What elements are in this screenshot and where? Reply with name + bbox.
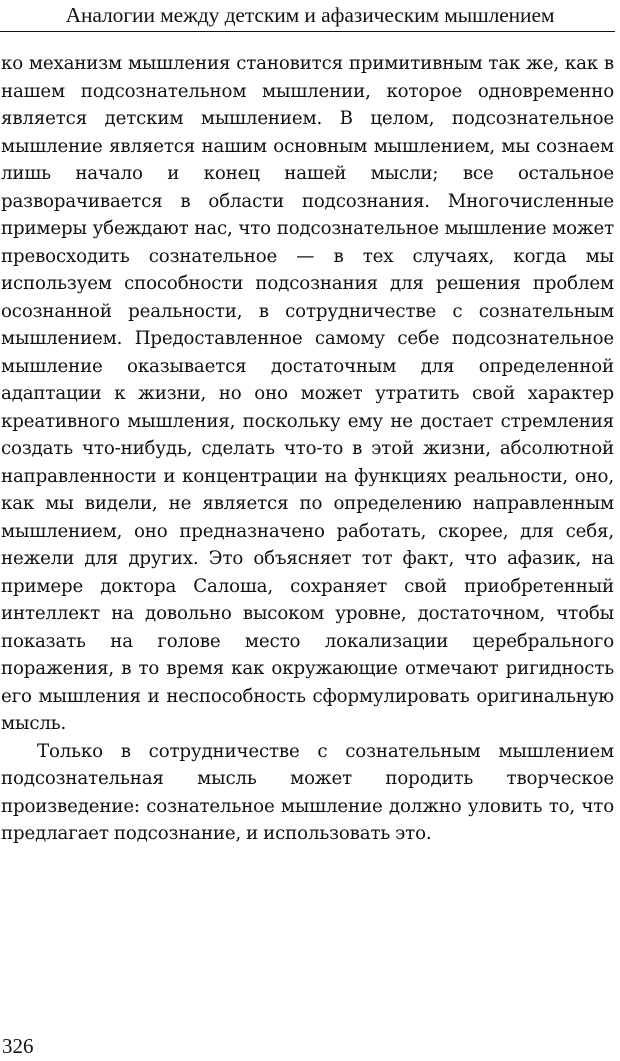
paragraph-1: ко механизм мышления становится примитивным так же, как в нашем подсознательном мышлении, которое одновременно является детским мышлением. В целом, подсознательное мышление является нашим основным мышлением, мы сознаем лишь начало и конец нашей мысли; все остальное разворачивается в области подсознания. Многочисленные примеры убеждают нас, что подсознательное мышление может превосходить сознательное — в тех случаях, когда мы используем способности подсознания для решения проблем осознанной реальности, в сотрудничестве с сознательным мышлением. Предоставленное самому себе подсознательное мышление оказывается достаточным для определенной адаптации к жизни, но оно может утратить свой характер креативного мышления, поскольку ему не достает стремления создать что-нибудь, сделать что-то в этой жизни, абсолютной направленности и концентрации на функциях реальности, оно, как мы видели, не является по определению направленным мышлением, оно предназначено работать, скорее, для себя, нежели для других. Это объясняет тот факт, что афазик, на примере доктора Салоша, сохраняет свой приобретенный интеллект на довольно высоком уровне, достаточном, чтобы показать на голове место локализации церебрального поражения, в то время как окружающие отмечают ригидность его мышления и неспособность сформулировать оригинальную мысль. (1, 53, 614, 734)
body-text (1, 50, 614, 848)
page-number: 326 (2, 1034, 34, 1058)
header-rule (0, 31, 615, 32)
paragraph-2: Только в сотрудничестве с сознательным мышлением подсознательная мысль может породить творческое произведение: сознательное мышление должно уловить то, что предлагает подсознание, и использовать это. (1, 740, 614, 844)
running-head-title: Аналогии между детским и афазическим мышлением (65, 3, 555, 27)
